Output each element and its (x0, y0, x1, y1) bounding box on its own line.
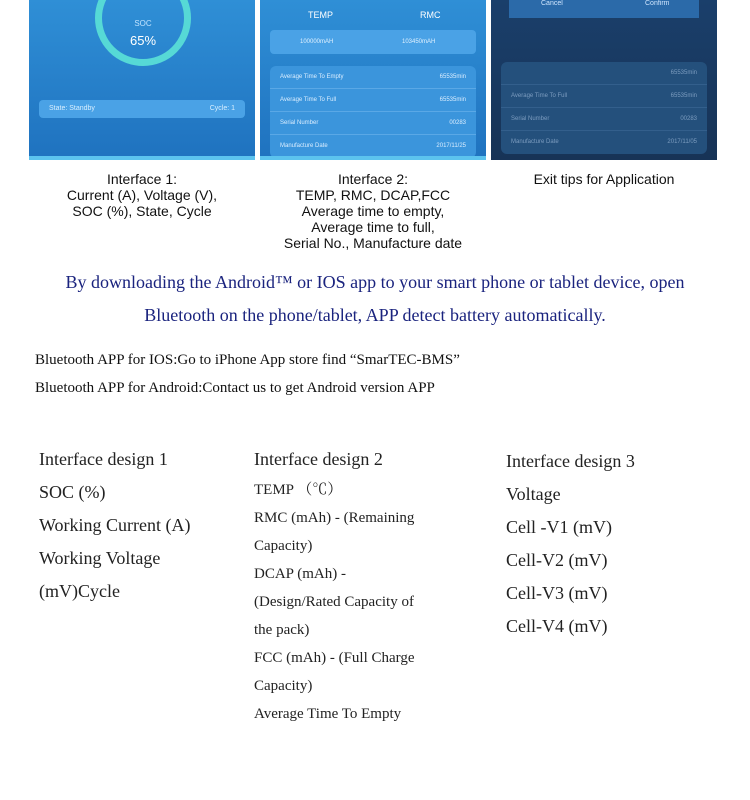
interface-design-1-column (39, 443, 191, 608)
list-item: Cell -V1 (mV) (506, 517, 612, 537)
intro-paragraph: By downloading the Android™ or IOS app to your smart phone or tablet device, open Bluetooth on the phone/tablet, APP detect battery automatically. (65, 272, 685, 325)
caption-exit-tips: Exit tips for Application (533, 171, 675, 187)
interface-design-2-column (254, 443, 415, 728)
soc-label: SOC (134, 19, 152, 28)
list-item: Capacity) (254, 538, 313, 554)
info-list (270, 66, 476, 158)
screen-bottom-bar (29, 156, 255, 160)
fcc-value: 103450mAH (402, 39, 436, 45)
app-screenshot-interface-1 (29, 0, 255, 160)
rmc-label: RMC (420, 10, 441, 20)
list-item: Cell-V4 (mV) (506, 616, 608, 636)
app-screenshot-exit-tips (491, 0, 717, 160)
list-item: the pack) (254, 622, 310, 638)
dcap-value: 100000mAH (300, 39, 334, 45)
list-item: Manufacture Date 2017/11/25 (280, 143, 466, 149)
android-app-line: Bluetooth APP for Android:Contact us to get Android version APP (35, 380, 435, 396)
list-item: DCAP (mAh) - (254, 566, 346, 582)
list-item: FCC (mAh) - (Full Charge (254, 650, 415, 666)
state-text: State: Standby (49, 105, 95, 112)
list-item: Average Time To Full 65535min (501, 85, 707, 108)
list-item: Manufacture Date 2017/11/05 (511, 139, 697, 145)
list-item: Serial Number 00283 (270, 112, 476, 135)
list-item: Cell-V2 (mV) (506, 550, 608, 570)
list-item: Serial Number 00283 (501, 108, 707, 131)
exit-dialog-buttons (509, 0, 699, 18)
list-item: 65535min (501, 62, 707, 85)
list-item: Working Current (A) (39, 515, 191, 535)
list-item: Average Time To Empty 65535min (270, 66, 476, 89)
list-item: Cell-V3 (mV) (506, 583, 608, 603)
list-item: (Design/Rated Capacity of (254, 594, 414, 610)
dcap-fcc-box (270, 30, 476, 54)
cancel-button: Cancel (541, 0, 563, 7)
list-item: SOC (%) (39, 482, 106, 502)
soc-value: 65% (129, 33, 157, 48)
list-item: Average Time To Empty (254, 706, 402, 722)
caption-interface-2: Interface 2: TEMP, RMC, DCAP,FCC Average time to empty, Average time to full, Serial No., Manufacture date (283, 171, 463, 251)
list-item: (mV)Cycle (39, 581, 120, 601)
list-item: Voltage (506, 484, 561, 504)
ios-app-line: Bluetooth APP for IOS:Go to iPhone App store find “SmarTEC-BMS” (35, 352, 460, 368)
list-item: RMC (mAh) - (Remaining (254, 510, 415, 526)
list-item: Capacity) (254, 678, 313, 694)
list-item: TEMP （℃） (254, 482, 343, 498)
cycle-text: Cycle: 1 (209, 105, 235, 112)
caption-interface-1: Interface 1: Current (A), Voltage (V), SOC (%), State, Cycle (66, 171, 218, 219)
confirm-button: Confirm (645, 0, 670, 7)
app-screenshot-interface-2 (260, 0, 486, 160)
list-item: Working Voltage (39, 548, 161, 568)
interface-design-3-column (506, 445, 635, 643)
state-bar (39, 100, 245, 118)
temp-label: TEMP (308, 10, 334, 20)
screen-bottom-bar (260, 156, 486, 160)
column-heading: Interface design 2 (254, 449, 383, 469)
column-heading: Interface design 1 (39, 449, 168, 469)
info-list (501, 62, 707, 154)
soc-ring (95, 0, 191, 66)
list-item: Average Time To Full 65535min (270, 89, 476, 112)
column-heading: Interface design 3 (506, 451, 635, 471)
